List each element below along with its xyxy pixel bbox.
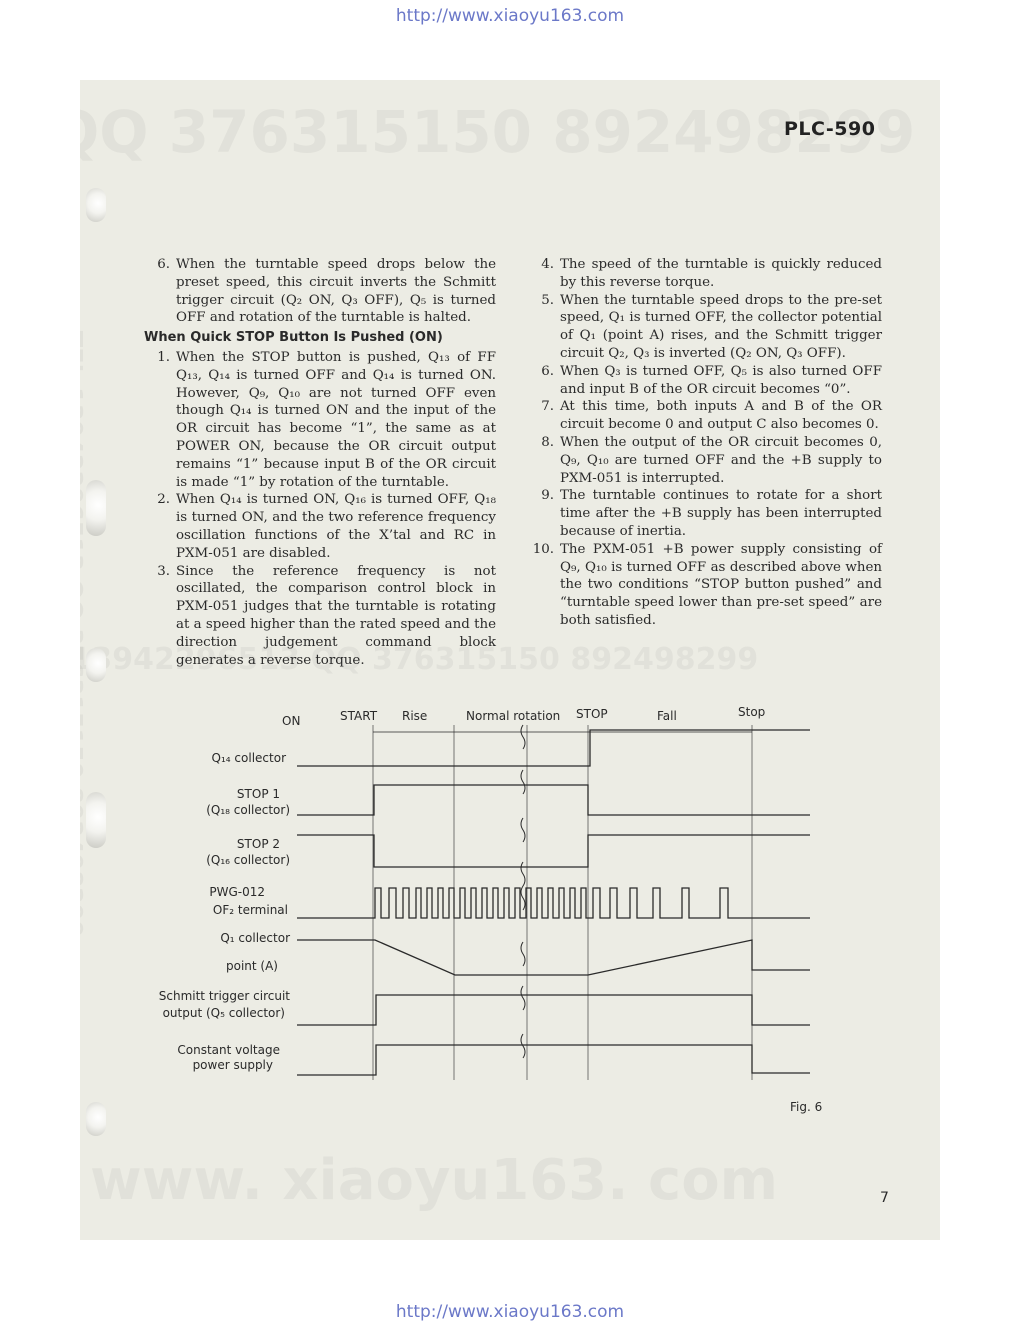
item-text: Since the reference frequency is not oscillated, the comparison control block in PXM-051 judges that the turntable is rotating at a speed higher than the rated speed and the direction judgement command block generates a reverse torque.: [176, 563, 496, 668]
waveform-q14: [297, 730, 810, 766]
signal-label-cv-sub: power supply: [192, 1058, 273, 1072]
waveform-stop1: [297, 785, 810, 815]
signal-label-schmitt: Schmitt trigger circuit: [158, 989, 290, 1003]
signal-label-cv: Constant voltage: [177, 1043, 280, 1057]
item-text: When the turntable speed drops to the pre-set speed, Q₁ is turned OFF, the collector potential of Q₁ (point A) rises, and the Schmitt trigger circuit Q₂, Q₃ is inverted (Q₂ ON, Q₃ OFF).: [560, 292, 882, 361]
signal-label-q14: Q₁₄ collector: [211, 751, 286, 765]
signal-label-q1-sub: point (A): [226, 959, 278, 973]
phase-label-on: ON: [282, 714, 301, 728]
item-text: When the STOP button is pushed, Q₁₃ of FF Q₁₃, Q₁₄ is turned OFF and Q₁₄ is turned ON. However, Q₉, Q₁₀ are not turned OFF even though Q₁₄ is turned ON and the input of the OR circuit has become “1”, the same as at POWER ON, because the OR circuit output remains “1” because input B of the OR circuit is made “1” by rotation of the turntable.: [176, 349, 496, 490]
item-number: 7.: [541, 399, 554, 415]
waveform-q1: [297, 940, 810, 975]
break-mark: [521, 725, 525, 1058]
item-number: 3.: [157, 563, 170, 579]
item-number: 10.: [532, 541, 554, 557]
section-heading: When Quick STOP Button Is Pushed (ON): [144, 330, 443, 346]
item-text: The speed of the turntable is quickly reduced by this reverse torque.: [560, 257, 882, 290]
item-number: 6.: [157, 257, 170, 272]
top-url-watermark: http://www.xiaoyu163.com: [395, 6, 625, 26]
scanned-page: [80, 80, 940, 1240]
item-text: When Q₃ is turned OFF, Q₅ is also turned OFF and input B of the OR circuit becomes “0”.: [560, 363, 882, 397]
phase-label-normal: Normal rotation: [466, 709, 561, 723]
phase-label-start: START: [340, 709, 378, 723]
item-text: When the output of the OR circuit becomes 0, Q₉, Q₁₀ are turned OFF and the +B supply to PXM-051 is interrupted.: [560, 434, 882, 486]
item-text: At this time, both inputs A and B of the OR circuit become 0 and output C also becomes 0.: [560, 399, 882, 433]
signal-label-schmitt-sub: output (Q₅ collector): [162, 1006, 285, 1020]
item-number: 8.: [541, 434, 554, 450]
item-number: 2.: [157, 492, 170, 508]
waveform-pwg: [297, 888, 810, 918]
item-text: The turntable continues to rotate for a short time after the +B supply has been interrupted because of inertia.: [560, 488, 882, 539]
signal-label-stop2: STOP 2: [236, 837, 280, 851]
waveform-constant-voltage: [297, 1045, 810, 1075]
phase-label-stop: STOP: [576, 707, 608, 721]
item-number: 5.: [541, 292, 554, 308]
signal-label-stop1: STOP 1: [236, 787, 280, 801]
item-number: 9.: [541, 488, 554, 504]
figure-label: Fig. 6: [790, 1100, 823, 1114]
signal-label-stop1-sub: (Q₁₈ collector): [206, 803, 290, 817]
page-number: 7: [880, 1190, 889, 1206]
bottom-url-watermark: http://www.xiaoyu163.com: [395, 1302, 625, 1322]
signal-label-pwg-sub: OF₂ terminal: [212, 903, 288, 917]
phase-label-fall: Fall: [657, 709, 677, 723]
item-text: When the turntable speed drops below the preset speed, this circuit inverts the Schmitt trigger circuit (Q₂ ON, Q₃ OFF), Q₅ is turned OFF and rotation of the turntable is halted.: [176, 257, 496, 326]
item-number: 6.: [541, 363, 554, 379]
waveform-stop2: [297, 835, 810, 867]
item-text: When Q₁₄ is turned ON, Q₁₆ is turned OFF, Q₁₈ is turned ON, and the two reference frequency oscillation functions of the X’tal and RC in PXM-051 are disabled.: [176, 492, 496, 561]
phase-label-rise: Rise: [402, 709, 428, 723]
item-number: 1.: [157, 349, 170, 365]
waveform-schmitt: [297, 995, 810, 1025]
phase-label-stop-end: Stop: [738, 705, 766, 719]
model-number: PLC-590: [784, 118, 876, 140]
signal-label-pwg: PWG-012: [209, 885, 265, 899]
item-text: The PXM-051 +B power supply consisting of Q₉, Q₁₀ is turned OFF as described above when the two conditions “STOP button pushed” and “turntable speed lower than pre-set speed” are both satisfied.: [560, 541, 882, 628]
signal-label-q1: Q₁ collector: [220, 931, 290, 945]
timing-diagram: [80, 80, 940, 1240]
item-number: 4.: [541, 257, 554, 272]
signal-label-stop2-sub: (Q₁₆ collector): [206, 853, 290, 867]
